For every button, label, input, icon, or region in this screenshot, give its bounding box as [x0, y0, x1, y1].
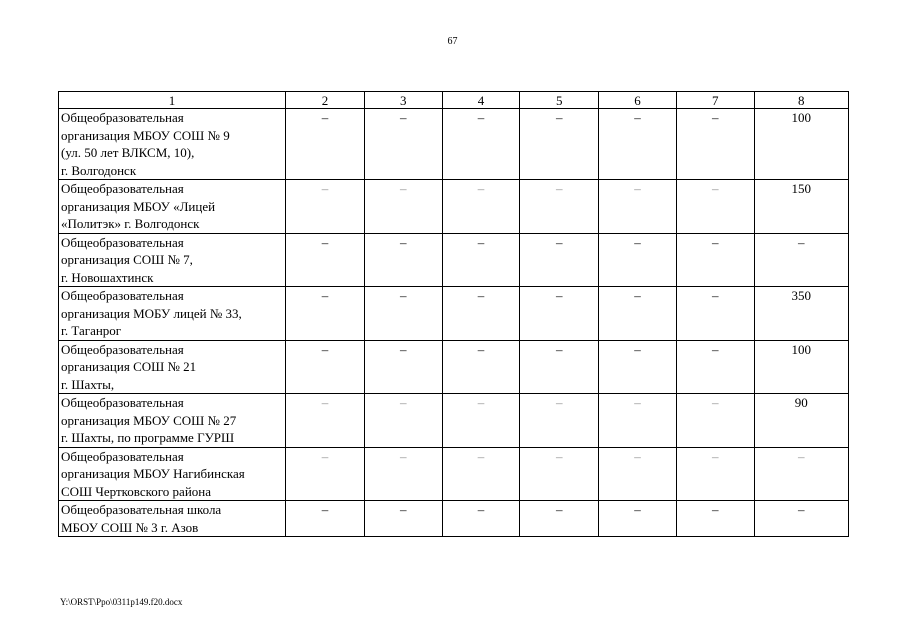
value-cell: – [520, 287, 599, 341]
value-cell: – [520, 394, 599, 448]
organization-name-line: Общеобразовательная [61, 234, 184, 250]
organization-name-line: Общеобразовательная школа [61, 502, 222, 517]
organization-name-line: организация МБОУ «Лицей [61, 198, 216, 214]
value-cell: – [286, 394, 365, 448]
value-cell-col8: – [754, 233, 848, 287]
value-cell: – [599, 180, 677, 234]
data-table [58, 91, 849, 537]
table-row [59, 180, 849, 234]
value-cell: – [442, 394, 520, 448]
value-cell: – [286, 501, 365, 537]
value-cell: – [676, 340, 754, 394]
value-cell-col8: – [754, 447, 848, 501]
organization-name-line: Общеобразовательная [61, 110, 184, 125]
organization-name-cell [59, 501, 286, 537]
organization-name-line: «Политэк» г. Волгодонск [61, 216, 200, 231]
organization-name-line: организация МОБУ лицей № 33, [61, 305, 242, 321]
value-cell: – [364, 501, 442, 537]
value-cell: – [364, 180, 442, 234]
value-cell: – [599, 109, 677, 180]
organization-name-line: Общеобразовательная [61, 395, 184, 410]
organization-name-cell [59, 233, 286, 287]
organization-name-line: МБОУ СОШ № 3 г. Азов [61, 519, 199, 535]
value-cell: – [286, 180, 365, 234]
table-row [59, 394, 849, 448]
value-cell: – [676, 233, 754, 287]
value-cell: – [286, 233, 365, 287]
value-cell: – [520, 340, 599, 394]
organization-name-line: организация СОШ № 21 [61, 359, 197, 374]
value-cell: – [599, 501, 677, 537]
organization-name-line: организация МБОУ СОШ № 27 [61, 412, 237, 428]
value-cell: – [442, 233, 520, 287]
value-cell: – [442, 180, 520, 234]
value-cell: – [676, 447, 754, 501]
organization-name-line: Общеобразовательная [61, 288, 184, 303]
organization-name-line: Общеобразовательная [61, 448, 184, 464]
value-cell-col8: 100 [754, 109, 848, 180]
value-cell: – [676, 287, 754, 341]
page-number: 67 [447, 36, 458, 47]
value-cell: – [599, 394, 677, 448]
organization-name-line: организация МБОУ Нагибинская [61, 466, 245, 481]
value-cell: – [364, 394, 442, 448]
value-cell: – [676, 180, 754, 234]
organization-name-cell [59, 340, 286, 394]
value-cell: – [364, 233, 442, 287]
value-cell: – [442, 287, 520, 341]
organization-name-cell [59, 447, 286, 501]
value-cell-col8: 100 [754, 340, 848, 394]
organization-name-line: г. Новошахтинск [61, 269, 154, 285]
value-cell: – [520, 501, 599, 537]
value-cell: – [286, 340, 365, 394]
column-header: 2 [286, 92, 365, 109]
value-cell: – [599, 233, 677, 287]
value-cell: – [286, 447, 365, 501]
value-cell-col8: – [754, 501, 848, 537]
table-header-row [59, 92, 849, 109]
value-cell: – [520, 109, 599, 180]
column-header: 6 [599, 92, 677, 109]
value-cell: – [364, 109, 442, 180]
value-cell: – [599, 447, 677, 501]
value-cell: – [286, 287, 365, 341]
table-row [59, 109, 849, 180]
file-path-footer: Y:\ORST\Ppo\0311p149.f20.docx [60, 597, 183, 607]
table-row [59, 233, 849, 287]
value-cell: – [676, 109, 754, 180]
value-cell-col8: 150 [754, 180, 848, 234]
organization-name-cell [59, 287, 286, 341]
table-row [59, 447, 849, 501]
table-row [59, 340, 849, 394]
organization-name-line: Общеобразовательная [61, 181, 184, 196]
organization-name-cell [59, 180, 286, 234]
value-cell: – [442, 447, 520, 501]
organization-name-line: г. Таганрог [61, 323, 122, 338]
table-row [59, 501, 849, 537]
organization-name-cell [59, 109, 286, 180]
organization-name-line: г. Шахты, по программе ГУРШ [61, 430, 235, 445]
value-cell: – [520, 447, 599, 501]
column-header: 1 [59, 92, 286, 109]
value-cell: – [676, 394, 754, 448]
organization-name-line: г. Волгодонск [61, 162, 137, 178]
table-row [59, 287, 849, 341]
organization-name-line: (ул. 50 лет ВЛКСМ, 10), [61, 145, 195, 160]
column-header: 3 [364, 92, 442, 109]
value-cell: – [364, 340, 442, 394]
organization-name-cell [59, 394, 286, 448]
organization-name-line: СОШ Чертковского района [61, 483, 212, 499]
value-cell: – [442, 501, 520, 537]
value-cell: – [442, 109, 520, 180]
value-cell: – [676, 501, 754, 537]
column-header: 7 [676, 92, 754, 109]
value-cell: – [364, 287, 442, 341]
value-cell: – [286, 109, 365, 180]
organization-name-line: Общеобразовательная [61, 341, 184, 357]
column-header: 5 [520, 92, 599, 109]
organization-name-line: организация МБОУ СОШ № 9 [61, 127, 230, 143]
value-cell-col8: 90 [754, 394, 848, 448]
column-header: 4 [442, 92, 520, 109]
value-cell-col8: 350 [754, 287, 848, 341]
value-cell: – [364, 447, 442, 501]
organization-name-line: организация СОШ № 7, [61, 252, 193, 267]
value-cell: – [520, 180, 599, 234]
value-cell: – [442, 340, 520, 394]
value-cell: – [599, 287, 677, 341]
organization-name-line: г. Шахты, [61, 376, 115, 392]
table-body [59, 92, 849, 537]
value-cell: – [599, 340, 677, 394]
value-cell: – [520, 233, 599, 287]
column-header: 8 [754, 92, 848, 109]
